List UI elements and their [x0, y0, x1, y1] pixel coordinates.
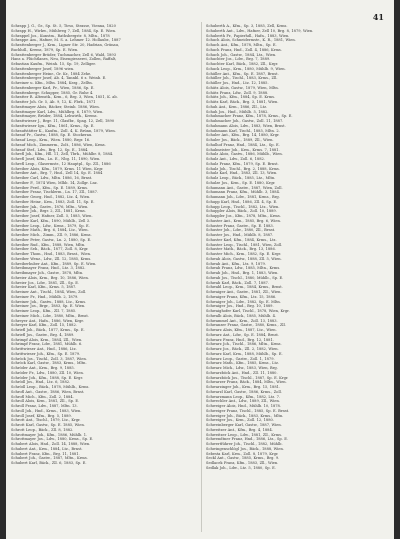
directory-entry: Schreiber Math., Brg. 6, 1884, Ltz., Wien. — [11, 228, 89, 233]
directory-entry: Schwanzer Franz, Gastw., 1880, Krms., Zll. — [206, 323, 286, 328]
directory-entry: Schroll Joh., Hnd., Krms., 1883, Wien. — [11, 408, 82, 413]
directory-entry: Schüller Jos., Hnd., Ltz. 12, 1885. — [206, 81, 269, 85]
column-divider — [201, 22, 202, 532]
directory-entry: Schweitzer Leop., Ldw., 1881, Zll., Krms. — [206, 432, 283, 437]
directory-entry: Schwarz Mich., Ldw., 1883, Wien, Brg. — [206, 366, 278, 370]
directory-entry: Schreiber Heinr., Krm., 1883, Zoll. 11, Sp. E. — [11, 199, 95, 204]
directory-entry: Schrauf Stef., Ldw., Brg. 12, Sp. E., 1884. — [11, 147, 89, 152]
directory-entry: Schratter Joh. Gr. 5, Ab. 9, 12, K. Fbrk., 1871 — [11, 100, 96, 104]
directory-entry: Schreiner Fr., Hnd., Mühlb. 2, 1879. — [11, 294, 79, 299]
directory-entry: Schrödl Leop., Bäck., 1878, Mühlb., Krms. — [11, 385, 90, 389]
directory-entry: Schuster Leop., Tischl., 1881, Wien, Zoll. — [206, 242, 283, 247]
directory-entry: Schroll Josef, Kfm., Brg. 5, 1889. — [11, 413, 72, 418]
directory-entry: Schüller Joh., Tischl., 1883, Krms., Zll. — [206, 76, 278, 81]
directory-entry: Schwarz Jos., Bäck., Zll. 2, 1882, Wien. — [206, 347, 279, 351]
directory-entry: Schrauf Mich., Zimmerm., Zolt., 1886, Wien, Krms. — [11, 142, 106, 147]
directory-entry: Schütz Alois, Gastw., 1879, Wien, Mltn. — [206, 85, 279, 90]
directory-entry: Schuster Ant., Krm., 1885, Brg. 6, Wien. — [206, 218, 281, 223]
directory-entry: Schreiber Ferd., Kfm., Sp. E. 1889, Krms. — [11, 185, 89, 190]
directory-entry: Schwendtner Franz, Hnd., 1886, Ltz., Sp. E. — [206, 437, 288, 442]
directory-entry: Schreiner Leop., Kfm., Zll. 7, 1885. — [11, 309, 77, 313]
directory-entry: Schreiber Karl, Kfm., 1890, Mühlb., Zell 3. — [11, 218, 91, 223]
directory-entry: Schwarz Leop., Gastw., Zoll. 1, 1879. — [206, 356, 275, 361]
directory-entry: Schrefl Joh., Kfm., Hll. 11, Zell, Tbrk., Mühlbr. 8, 1884. — [11, 152, 114, 157]
directory-entry: Schuster Math., Bäck., Brg. 13, 1886. — [206, 247, 276, 252]
directory-entry: Schrimpf Franz, Ldw., 1881, Mühlb. 6. — [11, 342, 83, 347]
directory-entry: Schwertführer Joh., Tischl., 1882, Mühlb. — [206, 442, 283, 446]
directory-entry: Schulhof Franz, Hnd., 1884, Ltz., Sp. E. — [206, 142, 280, 147]
directory-entry: Schrattenbergr. Schupper, 1885, Gr. Ruhe 4. — [11, 90, 94, 95]
directory-entry: Schrottmayer Jos., Ldw., 1880, Krms., Sp. E. — [11, 437, 94, 442]
directory-entry: Schuchter Jos., Ldw., Brg. 7, 1889. — [206, 57, 271, 62]
directory-entry: Schupp Leop., Tischl., 1882, Ltz., Wien. — [206, 204, 280, 209]
directory-entry: Hans a. Flüchtlanes, Neu, Eisengiesserei, Zollen, Raffalt, — [11, 57, 117, 62]
directory-entry: Schütz Joh., Kfm., 1884, Sp. E. Krms. — [206, 95, 276, 100]
directory-entry: Schreiberhuber Ant., Kfm., 1889, Sp. E. Wien. — [11, 261, 97, 266]
directory-entry: Schwarz Franz, Hnd., Brg. 12, 1881. — [206, 337, 274, 342]
directory-entry: Schrefl Leop., Glasermstr., 12 Hauptpl., Sp. Zll., 1886 — [11, 161, 111, 166]
directory-entry: Schwarzer Franz, Bäck., 1884, Mltn., Wien. — [206, 380, 287, 385]
directory-entry: Schrottmayer Joh., Kfm., 1886, Mühlb. 1. — [11, 432, 88, 437]
directory-entry: Schreier Karl, Kfm., Krms. 5, 1887. — [11, 285, 77, 290]
directory-entry: Schweitzer Ant., Kfm., Brg. 4, 1884. — [206, 427, 273, 432]
directory-entry: Schreiber Peter, Gastw., Ln. 2, 1880, Sp. E. — [11, 237, 92, 242]
directory-entry: Schrott Ant., Tischl., 1879, Ltz., Krgr. — [11, 418, 81, 423]
directory-entry: Schreyer Karl, Kfm., Zoll. 15, 1882. — [11, 323, 77, 328]
directory-entry: Sebastian Kaufm., Weinh. 15, Sp. 19, Zelliger. — [11, 62, 96, 66]
directory-entry: Schröder Ant., Krm., Brg. 9, 1885. — [11, 366, 75, 370]
directory-entry: Schuler Jos., Bäck., 1889, Zll., Wien. — [206, 138, 274, 142]
directory-entry: Schrattwieser J., Brgr. 11, Glasfbr., Spag. 12, Zell, 1890 — [11, 119, 115, 123]
directory-entry: Schreiner Ant., Tischl., 1884, Wien, Zoll. — [11, 290, 87, 294]
directory-entry: Schrappel Jos., Kunstm., Rathsbergstr. 8, Mltn., 1878 — [11, 33, 110, 38]
directory-entry: Schuck Leop., Krm., 1880, Mühlb. 9, Wien. — [206, 66, 286, 71]
directory-entry: Schrimpf Alois, Krm., 1884, Zll., Wien. — [11, 337, 83, 342]
directory-entry: Schulz Ant., Ldw., Zoll. 6, 1882. — [206, 157, 265, 161]
directory-entry: Schreiber Joh., Brgr. 2, Zll., 1881, Krms. — [11, 209, 86, 214]
directory-entry: Schwarzmann Leop., Kfm., 1882, Ltz. 7. — [206, 394, 281, 399]
directory-entry: Schreiber Rud., Kfm., 1888, Wien, Mltn. — [11, 242, 86, 247]
directory-entry: Schütz Franz, Ldw., Zoll. 9, 1888. — [206, 90, 269, 95]
directory-entry: Schumann Joh., Ldw., 1881, Krms., Brg. — [206, 195, 280, 199]
directory-entry: Schrattenberger Karl, Pr., Wien, 1886, Sp. E. — [11, 85, 95, 90]
directory-entry: Schuhmacher Joh., Gastw., Zoll. 11, 1887. — [206, 119, 284, 123]
directory-entry: Schuhmann Karl, Tischl., 1885, Mltn. 2. — [206, 128, 280, 133]
directory-entry: Schuch Alois, Schneidermstr., K. R., 1881, Wien. — [206, 38, 296, 43]
directory-entry: Schubert Franz, Kfm., Brg. 11, 1881. — [11, 451, 80, 456]
directory-entry: Schwab Joh., Hnd., Brg. 1, 1883, Wien. — [206, 271, 279, 275]
directory-entry: Schuch Ant., Kfm., 1878, Mltn., Sp. E. — [206, 43, 277, 47]
directory-entry: Schumann Ant., Gastw., 1887, Wien, Zoll. — [206, 185, 283, 190]
directory-entry: Schulze Jos., Krm., Sp. E. 1880, Krgr. — [206, 180, 276, 185]
directory-entry: Schwalb Alois, Bäck., 1885, Mühlb. 4. — [206, 313, 277, 318]
directory-entry: Schwabl Leop., Krm., 1884, Krms., Brnst. — [206, 285, 283, 290]
directory-entry: Schulz Karl, Hnd., 1883, Zll. 13, Wien. — [206, 171, 278, 176]
directory-entry: Schrofl Ant., Gastw., 1886, Wien, Brnst. — [11, 389, 85, 394]
directory-entry: Schreibmayer Franz, Hnd., Ltz. 3, 1882. — [11, 266, 86, 271]
directory-entry: Schwaighofer Karl, Tischl., 1878, Wien, Krgr. — [206, 309, 290, 313]
directory-entry: Sedlak Joh., Ldw., Ltz. 5, 1880, Sp. E. — [206, 465, 276, 470]
directory-entry: Schreiner Jos., Brgr., 1883, Sp. E. Wien. — [11, 304, 86, 309]
directory-entry: Schulz Alois, Gastw., 1886, Mühlb., Wien. — [206, 152, 283, 157]
directory-entry: Schratter R. Altenstk., Krm., 6, Brg. 3, Wien, 1851, K. ab. — [11, 95, 118, 100]
directory-entry: Schrauf Leop., Krm., Wien. 1880, Brgr. 16. — [11, 138, 91, 142]
directory-entry: Schrattenberger Brüder, Tuchmacher, Zell 6, Wald, 1893 — [11, 52, 117, 57]
directory-entry: Schwarz Alois, Kfm., 1887, Ltz., Wien. — [206, 328, 277, 332]
directory-entry: Schrittwieser Joh., Kfm., Sp. E. 1879. — [11, 351, 81, 356]
directory-entry: Schröder Fr., Ldw., 1880, Zll. 10, Wien. — [11, 370, 84, 375]
directory-entry: Schrofl Mich., Kfm., Zoll. 2, 1884. — [11, 394, 74, 399]
directory-entry: Schrattenberger J., Krm., Ligner Str. 20, Hadrian, Grünau, — [11, 43, 120, 47]
directory-entry: Schupp Karl, Hnd., 1886, Zll. 4, Sp. E. — [206, 199, 278, 204]
directory-entry: Schreibmayer Joh., Gastw., 1878, Mltn. — [11, 271, 84, 275]
directory-entry: Schreiber F., 1874 Wien, Mlhb. 14, Zollgr. Lnz. — [11, 180, 98, 185]
directory-entry: Schwarz Joh., Tischl., 1886, Mltn., Krms. — [206, 342, 282, 347]
directory-entry: Schreiber Franz, Tischlerm., Ln. 17, Zll., 1887. — [11, 190, 99, 195]
directory-entry: Schreiber Thom., Hnd., 1883, Brnst., Wien. — [11, 252, 92, 256]
directory-entry: Schrattenberger Heinr., Gr. Kr., 1884 Zehe. — [11, 71, 92, 76]
directory-entry: Schweiger Joh., Bäck., 1883, Krms., Mltn. — [206, 413, 284, 418]
directory-entry: Schrattmayer Alois, Bäcker, Steinb. 1886, Wien. — [11, 104, 100, 109]
directory-entry: Schubert Alois, Hnd., Zoll. 14, 1888, Wien. — [11, 442, 91, 446]
directory-entry: Schubert Joh., Gastw., 1887, Mltn., Krms. — [11, 456, 88, 461]
directory-entry: Schröck Karl, Gastw., 1883, Krms., Mltn. — [11, 361, 87, 366]
directory-entry: Schreiber Leop., Ldw., Krms., 1879, Sp. E. — [11, 223, 90, 228]
directory-entry: Schuster Jos., Hnd., Mühlb. 8, 1887. — [206, 233, 274, 237]
directory-entry: Schrapp J. G., Gr., Sp. St. 5, Tirso, Strasse, Vienna, 1820 — [11, 24, 116, 28]
directory-entry: Schuh Jos., Hnd., Mühlb. 5, 1882. — [206, 109, 269, 114]
directory-entry: Schreiber Alois, Kfm., 1879, Krms. 11 Wien, Krgr. — [11, 166, 104, 171]
directory-entry: Schuppler Jos., Kfm., 1878, Mltn., Krms. — [206, 214, 281, 218]
directory-entry: Schuhmann Alois, Ldw., 1883, Wien, Brnst. — [206, 123, 286, 128]
directory-entry: Schröck Jos., Tischl., Zoll. 3, 1887, Wien. — [11, 356, 87, 361]
directory-entry: Schuberth Ant., Ldw., Hafner, Zell 10, Brg. 8, 1879, Wien. — [206, 28, 314, 33]
directory-entry: Schwaiger Joh., Ldw., 1882, Sp. E. Mltn. — [206, 299, 281, 304]
directory-entry: Schwarzinger Joh., Krm., Brg. 15, 1881. — [206, 385, 281, 389]
directory-entry: Schubert Ant., Krm., 1884, Ltz., Brnst. — [11, 446, 83, 451]
directory-entry: Schrattenberger Josef, Ab. 4, Tannbl. 6 z. Weinb. E. — [11, 76, 107, 81]
directory-entry: Schwarz Ant., Ldw., Sp. E. 1884, Brnst. — [206, 332, 279, 337]
directory-entry: Schreiber Mich., Zimm., Zll. 9, 1886, Krms. — [11, 233, 92, 237]
directory-entry: Schuster Franz, Gastw., Sp. E. 1883. — [206, 223, 274, 228]
directory-entry: Schwab Franz, Ldw., 1885, Mltn., Krms. — [206, 266, 281, 271]
directory-entry: Schulz Franz, Kfm., 1879, Sp. E. Brnst. — [206, 161, 279, 166]
directory-entry: Schriefl Joh., Bäck., 1877, Krms., Sp. E. — [11, 328, 85, 332]
directory-entry: Buchhdl., Krems, 1879, Sp. E. Wien. — [11, 47, 79, 52]
directory-entry: Schrittwieser Ant., Hnd., 1886, Ltz. — [11, 347, 77, 351]
directory-entry: Schrattwieser Ign., Kfm., 1861, Krms., Sp. E. — [11, 123, 95, 128]
directory-entry: Schuster Joh., Ldw., 1880, Zll., Brnst. — [206, 228, 276, 233]
directory-entry: Schriefl Jos., Gastw., Brg. 4, 1889. — [11, 332, 75, 337]
directory-entry: Schroll Alois, Krm., 1881, Zll., Sp. E. — [11, 399, 80, 404]
directory-entry: Schuberth A., Kfm., Sp. 3, 1885, Zell, Krms. — [206, 24, 288, 28]
directory-entry: Schubert Karl, Bäck., Zll. 6, 1883, Sp. E. — [11, 461, 87, 465]
directory-entry: Schwaiger Jos., Hnd., Brg. 10, 1889. — [206, 304, 274, 309]
page-number: 41 — [372, 12, 384, 22]
directory-entry: Schweinberger Karl, Gastw., 1887, Wien. — [206, 423, 282, 427]
directory-entry: Seckl Ant., Gastw., 1885, Krms., Brg. 9. — [206, 456, 280, 461]
right-column — [206, 24, 388, 532]
directory-entry: Schuchter Karl, Bäck., 1882, Zll., Krgr. — [206, 62, 279, 66]
directory-entry: Schrattmayer Karl, Ldw., Mühlbrg. 6, 1879, Wien. — [11, 109, 104, 114]
directory-entry: Schreier Alois, Krm., Brg. 10, 1886, Wien. — [11, 275, 89, 280]
directory-entry: Schröder Joh., Kfm., 1888, Sp. E. Krgr. — [11, 375, 83, 380]
directory-entry: Schwarz Karl, Krm., 1888, Mühlb., Sp. E. — [206, 351, 283, 356]
left-column — [11, 24, 193, 532]
directory-entry: Schuster Mich., Krm., 1882, Sp. E. Krgr. — [206, 252, 281, 256]
directory-entry: Sedlacek Franz, Kfm., 1883, Zll., Wien. — [206, 461, 279, 465]
directory-entry: Schwarzböck Ant., Hnd., Zll. 11, 1880. — [206, 370, 278, 375]
directory-entry: Schuch Franz, Hnd., Zoll. 4, 1886, Krms. — [206, 47, 282, 52]
directory-entry: Schreiber Seb., Bäck., 1877, Zoll. 8, Krgr. — [11, 247, 89, 252]
directory-entry: Schrapp H., Wirkw., Mühlweg 7, Zell, 1884, Sp. E. Wien. — [11, 28, 117, 33]
directory-entry: Schwab Ant., Kfm., Ltz. 9, 1879. — [206, 261, 266, 266]
directory-entry: Schweiger Alois, Hnd., Mühlb. 10, 1878. — [206, 404, 281, 408]
directory-entry: Schroll Franz, Ldw., 1887, Mltn. 13. — [11, 404, 78, 408]
directory-entry: Sebesta Karl, Krm., Zoll. 8, 1879, Krgr. — [206, 451, 279, 456]
directory-entry: Schwechler Ant., Ldw., 1889, Zll., Wien. — [206, 399, 281, 404]
directory-entry: Schrott Karl, Gastw., Sp. E. 1885, Wien. — [11, 423, 86, 427]
directory-entry: Schreier Jos., Ldw., 1881, Zll., Sp. E. — [11, 280, 80, 285]
directory-entry: Schreiner u. Kfm., Mltn. 1884, Krzg., Zelltn. — [11, 81, 93, 85]
directory-entry: Schulz Leop., Bäck., 1885, Ltz., Mltn. — [206, 176, 276, 180]
directory-entry: Schreiner Mich., Ldw., 1880, Mltn., Brnst. — [11, 313, 89, 318]
directory-entry: Schreiber Josef, Hafner, Zoll. 5, 1885, Wien. — [11, 214, 93, 218]
directory-entry: Schreyer Ant., Hafn., 1886, Wien, Krgr. — [11, 318, 84, 323]
directory-entry: Schweiger Franz, Tischl., 1885, Sp. E. Brnst. — [206, 408, 290, 413]
directory-entry: Schulz Joh., Tischl., Brg. 2, 1888, Krms. — [206, 166, 280, 171]
directory-entry: Schuppler Alois, Bäck., Zoll. 10, 1889. — [206, 209, 277, 214]
directory-entry: Schwaiger Ant., Gastw., 1881, Zll., Wien. — [206, 290, 282, 294]
directory-entry: Schwammel Ant., Krm., Zoll. 13, 1883. — [206, 318, 278, 323]
directory-entry: Schwab Karl, Bäck., Zoll. 7, 1887. — [206, 280, 269, 285]
directory-entry: Schwab Jos., Tischl., 1880, Mühlb., Sp. E. — [206, 275, 284, 280]
directory-entry: Schulmeister Joh., Krm., Krms. 7, 1881. — [206, 147, 280, 152]
directory-entry: Schuberth Fr., Papierhdl., Hafn., 1883, Wien. — [206, 33, 290, 38]
directory-entry: Schweiger Jos., Krm., Zoll. 12, 1880. — [206, 418, 274, 423]
directory-entry: Schumann Franz, Kfm., Mühlb. 3, 1884. — [206, 190, 281, 195]
directory-entry: Schuch Joh., Gastw., 1884, Ltz., Wien. — [206, 52, 277, 57]
directory-entry: Schütz Karl, Bäck., Brg. 3, 1881, Wien. — [206, 100, 279, 104]
directory-entry: Schüller Ant., Kfm., Sp. E. 1887, Brnst. — [206, 71, 279, 76]
directory-entry: Schraufstätter K., Kaufm., Zoll. 4, K. Brünn, 1879, Wien. — [11, 128, 116, 133]
directory-entry: Schuster Karl, Kfm., 1884, Krms., Ltz. — [206, 237, 277, 242]
directory-entry: Schrattenberger Josef, 1896 wien. — [11, 66, 75, 71]
directory-entry: Schuhmacher Franz, Kfm., 1878, Krms., Sp. E. — [206, 114, 293, 119]
directory-entry: Schrefl Josef, Kfm., Ln. E., Nbg. 11, 1890, Wien. — [11, 157, 101, 161]
directory-entry: Schreiber Ant., Brg. 7, Hnd., Zell 14, Sp. E. 1884 — [11, 171, 103, 176]
directory-entry: Schwaiger Franz, Kfm., Ltz. 15, 1886. — [206, 294, 277, 299]
directory-entry: Schwarz Math., Kfm., 1885, Krms., Ltz. — [206, 361, 279, 366]
directory-entry: Schwarzl Karl, Gastw., 1886, Krms., Zoll. — [206, 389, 282, 394]
directory-entry: Schreiner Joh., Gastw., 1888, Ltz., Krms. — [11, 299, 87, 304]
directory-entry: Schrauf Fr., Gastw., 1888, Sp. E. Stockerau. — [11, 133, 93, 138]
directory-entry: Schwarzböck Jos., Tischl., 1887, Sp. E. Krgr. — [206, 375, 289, 380]
directory-entry: Schuler Ant., Kfm., Brg. 14, 1880, Krgr. — [206, 133, 280, 138]
directory-entry: Schwingenschlögl Jos., Bäck., 1888, Wien. — [206, 446, 285, 451]
directory-entry: Schuh Ant., Krm., 1886, Zll., Ltz. — [206, 104, 268, 109]
directory-entry: Schrott Leop., Bäck., Zll. 8, 1882. — [11, 427, 74, 432]
document-page — [6, 0, 394, 539]
directory-entry: Schreiber Georg, Hnd., 1882, Ltz. 4, Wien. — [11, 195, 91, 199]
directory-entry: Schreiber Carl, Ldw., Mltn. 1886, 16, Brnst. — [11, 176, 93, 180]
directory-entry: Schreiber Wenz., Ldw., Zll. 12, 1885, Krms. — [11, 256, 92, 261]
directory-entry: Schrattmayer, Brüder, 1884, Lehwirth., Krems. — [11, 114, 98, 119]
directory-entry: Schrappe Am., Hafner, M. S. a. Lehmer 12. Hollaubr., 1887 — [11, 38, 121, 43]
directory-entry: Schreiber Jak., Gastw., 1876, Mltn., Wien. — [11, 204, 89, 209]
directory-entry: Schrödl Jos., Hnd., Ltz. 6, 1882. — [11, 380, 71, 385]
directory-entry: Schwab Alois, Gastw., 1888, Zll. 5, Wien. — [206, 256, 282, 261]
